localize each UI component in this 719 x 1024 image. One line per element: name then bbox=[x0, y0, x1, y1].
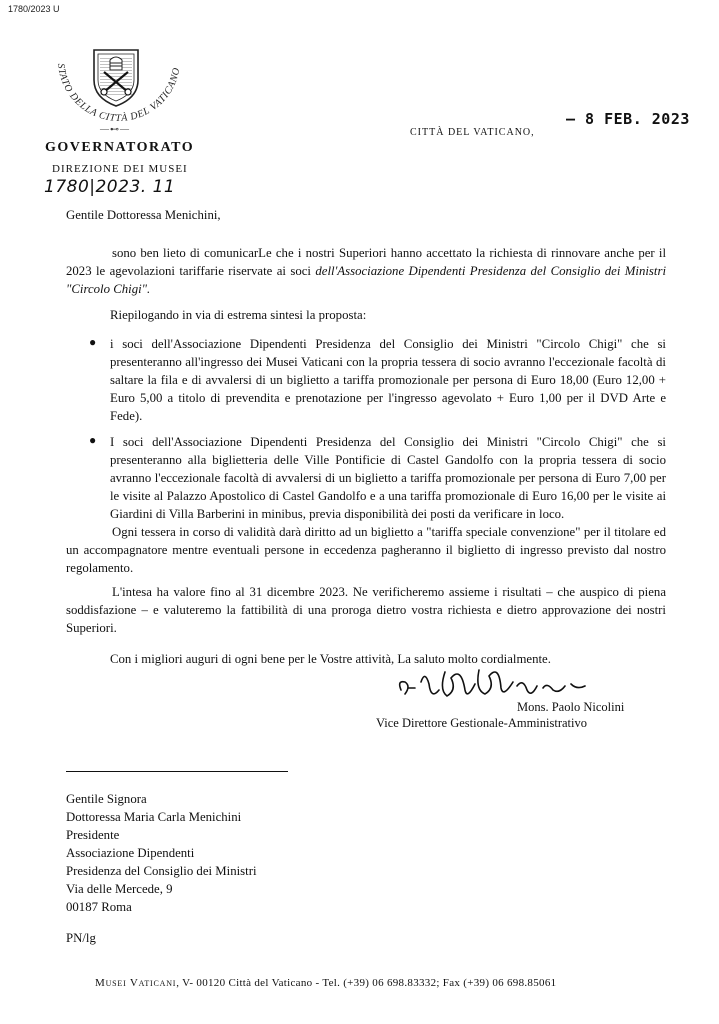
closing-line: Con i migliori auguri di ogni bene per le Vostre attività, La saluto molto cordialmente. bbox=[110, 652, 551, 666]
top-reference: 1780/2023 U bbox=[8, 4, 60, 14]
address-line: Presidenza del Consiglio dei Ministri bbox=[66, 864, 257, 878]
address-line: Gentile Signora bbox=[66, 792, 147, 806]
footer-contact: , V- 00120 Città del Vaticano - Tel. (+39) 06 698.83332; Fax (+39) 06 698.85061 bbox=[176, 977, 557, 989]
footer-org: Musei Vaticani bbox=[95, 977, 177, 989]
signatory-name: Mons. Paolo Nicolini bbox=[517, 700, 625, 714]
header-separator: —⊷— bbox=[100, 124, 130, 134]
paragraph-duration: L'intesa ha valore fino al 31 dicembre 2023. Ne verificheremo assieme i risultati – che auspico di piena soddisfazione – e valuteremo la fattibilità di una proroga dietro vostra richiesta e dietro approvazione dei nostri Superiori. bbox=[66, 585, 666, 635]
summary-line: Riepilogando in via di estrema sintesi la proposta: bbox=[110, 308, 367, 322]
bullet-dot: ● bbox=[89, 433, 97, 447]
place-label: CITTÀ DEL VATICANO, bbox=[410, 127, 535, 138]
date-stamp: – 8 FEB. 2023 bbox=[566, 110, 690, 128]
address-line: Associazione Dipendenti bbox=[66, 846, 195, 860]
recipient-address bbox=[66, 790, 257, 916]
paragraph-validity: Ogni tessera in corso di validità darà diritto ad un biglietto a "tariffa speciale convenzione" per il titolare ed un accompagnatore mentre eventuali persone in eccedenza pagheranno il biglietto di ingresso previsto dal nostro regolamento. bbox=[66, 525, 666, 575]
address-line: Dottoressa Maria Carla Menichini bbox=[66, 810, 242, 824]
paragraph-intro-text: sono ben lieto di comunicarLe che i nostri Superiori hanno accettato la richiesta di rinnovare anche per il 2023 le agevolazioni tariffarie riservate ai soci bbox=[66, 246, 666, 278]
svg-text:STATO DELLA CITTÀ DEL VATICANO: STATO DELLA CITTÀ DEL VATICANO bbox=[55, 62, 183, 125]
bullet-item: i soci dell'Associazione Dipendenti Presidenza del Consiglio dei Ministri "Circolo Chigi" che si presenteranno all'ingresso dei Musei Vaticani con la propria tessera di socio avranno l'eccezionale facoltà di saltare la fila e di avvalersi di un biglietto a tariffa promozionale per persona di Euro 18,00 (Euro 12,00 + Euro 5,00 a titolo di prevendita e prenotazione per l'ingresso agevolato + Euro 1,00 per il DVD Arte e Fede). bbox=[110, 337, 666, 423]
footer bbox=[95, 977, 655, 989]
address-line: Via delle Mercede, 9 bbox=[66, 882, 173, 896]
direction-heading: DIREZIONE DEI MUSEI bbox=[52, 163, 188, 175]
address-line: Presidente bbox=[66, 828, 120, 842]
salutation: Gentile Dottoressa Menichini, bbox=[66, 208, 221, 222]
divider bbox=[66, 771, 288, 772]
bullet-dot: ● bbox=[89, 335, 97, 349]
governorate-heading: GOVERNATORATO bbox=[45, 140, 195, 155]
paragraph-intro bbox=[66, 244, 666, 298]
protocol-number: 1780|2023. 11 bbox=[44, 177, 176, 197]
typist-initials: PN/lg bbox=[66, 931, 96, 945]
association-name: dell'Associazione Dipendenti Presidenza del Consiglio dei Ministri "Circolo Chigi". bbox=[66, 264, 667, 296]
signatory-role: Vice Direttore Gestionale-Amministrativo bbox=[376, 716, 587, 730]
bullet-item: I soci dell'Associazione Dipendenti Presidenza del Consiglio dei Ministri "Circolo Chigi" che si presenteranno alla biglietteria delle Ville Pontificie di Castel Gandolfo con la propria tessera di socio avranno l'eccezionale facoltà di avvalersi di un biglietto a tariffa promozionale per persona di Euro 7,00 per le visite al Palazzo Apostolico di Castel Gandolfo e a una tariffa promozionale di Euro 16,00 per le visite ai Giardini di Villa Barberini in minibus, previa disponibilità dei posti da verificare in loco. bbox=[110, 435, 666, 521]
address-line: 00187 Roma bbox=[66, 900, 132, 914]
